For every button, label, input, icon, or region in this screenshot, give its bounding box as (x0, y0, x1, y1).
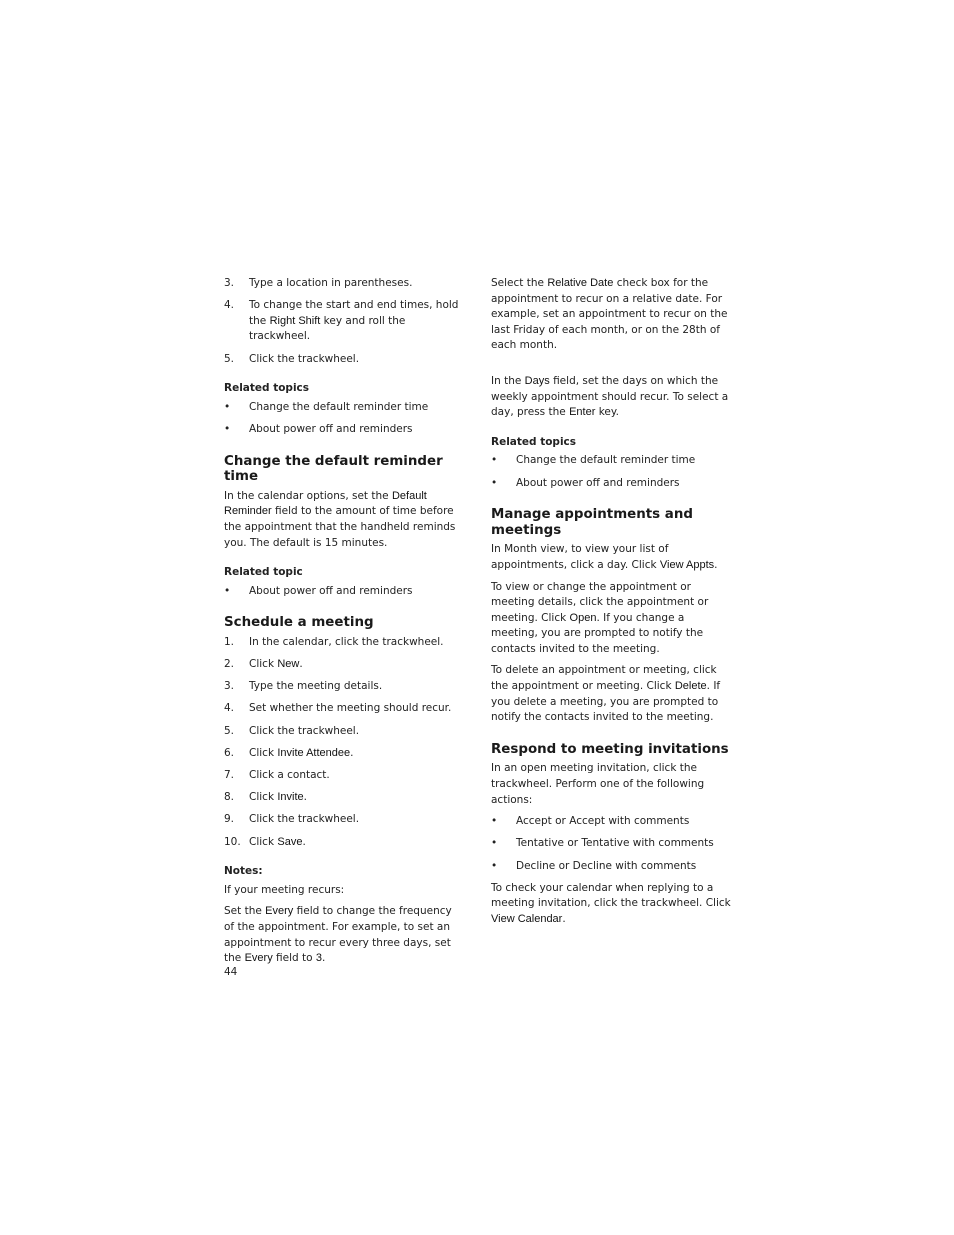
step-number: 5. (224, 724, 235, 737)
ui-term: View Appts (659, 558, 715, 571)
step-item (224, 724, 464, 740)
ui-term: Relative Date (547, 277, 614, 289)
respond-closing: To check your calendar when replying to a meeting invitation, click the trackwheel. Click View Calendar. (491, 881, 731, 925)
bullet-icon: • (491, 837, 498, 850)
section-heading-schedule-meeting: Schedule a meeting (224, 615, 374, 631)
step-text: Click a contact. (249, 769, 330, 781)
bullet-icon: • (491, 454, 498, 467)
ui-term: Invite Attendee (277, 746, 351, 759)
related-topic-heading: Related topic (224, 566, 303, 579)
related-topics-heading: Related topics (491, 435, 577, 448)
every-paragraph: Set the Every field to change the frequency of the appointment. For example, to set an appointment to recur every three days, set the Every field to 3. (224, 905, 452, 965)
step-item (224, 790, 464, 806)
spacer (491, 360, 731, 374)
step-item (224, 835, 464, 851)
section-heading-reminder: Change the default reminder time (224, 453, 443, 485)
related-topics-heading: Related topics (224, 382, 310, 395)
step-text: Click Save. (249, 835, 306, 848)
ui-term: Delete (674, 680, 707, 693)
manage-paragraph: To view or change the appointment or meeting details, click the appointment or meeting. Click Open. If you change a meeting, you are prompted to notify the contacts invited to the meeting. (491, 580, 709, 655)
step-text: Type the meeting details. (249, 680, 383, 693)
action-item (491, 814, 731, 830)
bullet-icon: • (224, 584, 231, 597)
related-topic-item (491, 453, 731, 469)
manage-paragraph: In Month view, to view your list of appointments, click a day. Click View Appts. (491, 543, 718, 571)
notes-intro: If your meeting recurs: (224, 883, 345, 896)
step-text: Click the trackwheel. (249, 352, 360, 365)
action-text: Tentative or Tentative with comments (516, 837, 714, 850)
left-column (224, 276, 464, 973)
step-item (224, 635, 464, 651)
step-item (224, 352, 464, 368)
ui-term: Open (569, 611, 597, 624)
page-number: 44 (224, 966, 238, 978)
action-item (491, 859, 731, 875)
step-text: Click Invite Attendee. (249, 746, 354, 759)
bullet-icon: • (224, 400, 231, 413)
step-text: Type a location in parentheses. (249, 277, 413, 289)
step-text: To change the start and end times, hold the Right Shift key and roll the trackwheel. (249, 299, 459, 343)
right-column (491, 276, 731, 934)
reminder-paragraph: In the calendar options, set the Default Reminder field to the amount of time before the appointment that the handheld reminds you. The default is 15 minutes. (224, 489, 456, 549)
related-topic-link: About power off and reminders (249, 422, 413, 435)
relative-date-paragraph: Select the Relative Date check box for the appointment to recur on a relative date. For example, set an appointment to recur on the last Friday of each month, or on the 28th of each month. (491, 277, 728, 352)
step-item (224, 657, 464, 673)
step-number: 10. (224, 835, 241, 848)
bullet-icon: • (491, 476, 498, 489)
related-topic-link: Change the default reminder time (516, 454, 696, 467)
ui-term: View Calendar (491, 912, 563, 925)
step-number: 1. (224, 635, 235, 648)
step-number: 5. (224, 352, 235, 365)
step-item (224, 746, 464, 762)
related-topic-link: Change the default reminder time (249, 400, 429, 413)
related-topic-item (491, 476, 731, 492)
ui-term: Every (265, 905, 294, 918)
bullet-icon: • (491, 815, 498, 828)
step-text: Click New. (249, 658, 303, 671)
step-number: 4. (224, 702, 235, 715)
step-number: 3. (224, 680, 235, 693)
step-number: 4. (224, 299, 235, 312)
manage-paragraph: To delete an appointment or meeting, click the appointment or meeting. Click Delete. If you delete a meeting, you are prompted to notify the contacts invited to the meeting. (491, 664, 721, 724)
action-text: Decline or Decline with comments (516, 859, 697, 872)
step-item (224, 298, 464, 345)
step-text: Set whether the meeting should recur. (249, 702, 452, 715)
step-number: 2. (224, 658, 235, 671)
ui-term: Invite (277, 791, 304, 804)
related-topic-link: About power off and reminders (249, 584, 413, 597)
step-item (224, 701, 464, 717)
ui-term: Days (524, 374, 550, 387)
related-topic-link: About power off and reminders (516, 476, 680, 489)
step-item (224, 812, 464, 828)
related-topic-item (224, 400, 464, 416)
ui-term: Default Reminder (224, 489, 427, 518)
step-number: 9. (224, 813, 235, 826)
step-text: Click the trackwheel. (249, 724, 360, 737)
bullet-icon: • (491, 859, 498, 872)
ui-term: Enter (569, 406, 596, 419)
related-topic-item (224, 422, 464, 438)
respond-intro: In an open meeting invitation, click the trackwheel. Perform one of the following actions: (491, 762, 705, 806)
step-number: 3. (224, 277, 235, 289)
step-text: Click the trackwheel. (249, 813, 360, 826)
step-number: 6. (224, 746, 235, 759)
related-topic-item (224, 584, 464, 600)
bullet-icon: • (224, 422, 231, 435)
days-paragraph: In the Days field, set the days on which the weekly appointment should recur. To select a day, press the Enter key. (491, 374, 729, 419)
section-heading-manage: Manage appointments and meetings (491, 507, 693, 538)
ui-term: Every (244, 952, 273, 965)
ui-term: Save (277, 835, 303, 848)
step-text: In the calendar, click the trackwheel. (249, 635, 444, 648)
notes-heading: Notes: (224, 865, 263, 878)
ui-value: 3 (315, 952, 323, 965)
section-heading-respond: Respond to meeting invitations (491, 741, 729, 757)
step-number: 8. (224, 791, 235, 804)
ui-term: New (277, 658, 300, 671)
ui-term: Right Shift (269, 314, 321, 327)
action-text: Accept or Accept with comments (516, 815, 690, 828)
step-text: Click Invite. (249, 791, 307, 804)
step-item (224, 768, 464, 784)
action-item (491, 836, 731, 852)
step-item (224, 276, 464, 292)
step-number: 7. (224, 769, 235, 781)
step-item (224, 679, 464, 695)
